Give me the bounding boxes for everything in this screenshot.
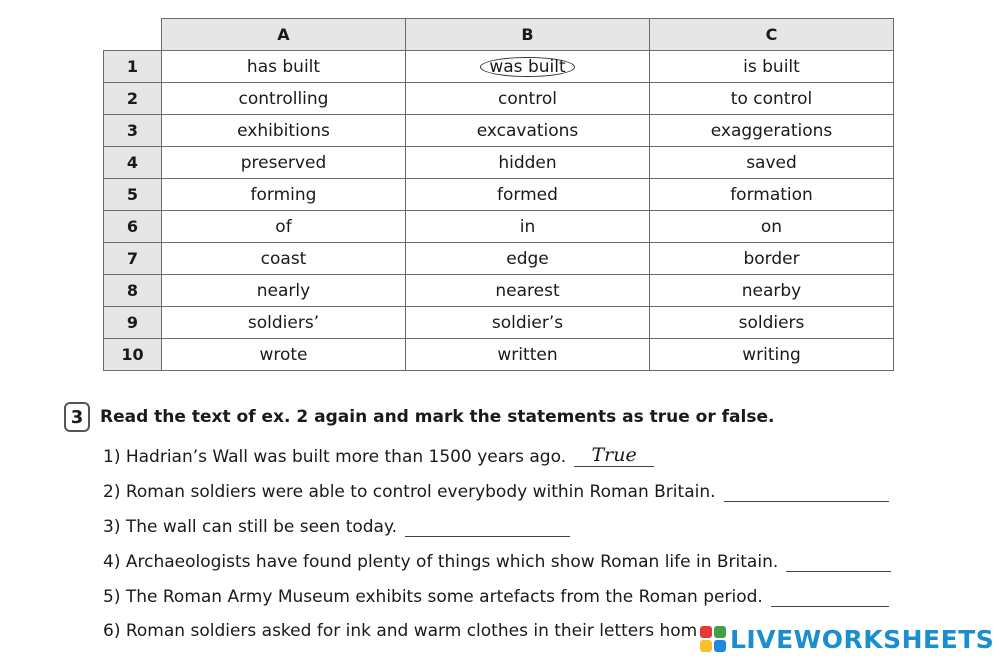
row-number: 10 bbox=[104, 339, 162, 371]
row-number: 3 bbox=[104, 115, 162, 147]
watermark-text: LIVEWORKSHEETS bbox=[730, 624, 995, 654]
column-header-c: C bbox=[650, 19, 894, 51]
table-row bbox=[104, 115, 894, 147]
statement-text: 2) Roman soldiers were able to control everybody within Roman Britain. bbox=[103, 482, 716, 502]
row-number: 2 bbox=[104, 83, 162, 115]
table-corner bbox=[104, 19, 162, 51]
table-row bbox=[104, 211, 894, 243]
row-number: 8 bbox=[104, 275, 162, 307]
table-row bbox=[104, 51, 894, 83]
option-a[interactable]: soldiers’ bbox=[162, 307, 406, 339]
column-header-b: B bbox=[406, 19, 650, 51]
table-row bbox=[104, 147, 894, 179]
liveworksheets-watermark bbox=[700, 620, 1000, 658]
table-row bbox=[104, 243, 894, 275]
option-a[interactable]: forming bbox=[162, 179, 406, 211]
option-a[interactable]: preserved bbox=[162, 147, 406, 179]
option-a[interactable]: wrote bbox=[162, 339, 406, 371]
exercise-header bbox=[64, 402, 774, 432]
option-a[interactable]: exhibitions bbox=[162, 115, 406, 147]
option-a[interactable]: has built bbox=[162, 51, 406, 83]
option-c[interactable]: on bbox=[650, 211, 894, 243]
option-b[interactable]: edge bbox=[406, 243, 650, 275]
exercise-title: Read the text of ex. 2 again and mark the statements as true or false. bbox=[100, 407, 775, 427]
statement-text: 3) The wall can still be seen today. bbox=[103, 517, 398, 537]
answer-blank[interactable] bbox=[405, 516, 570, 537]
exercise-number-badge: 3 bbox=[64, 402, 90, 432]
option-b[interactable]: written bbox=[406, 339, 650, 371]
option-c[interactable]: nearby bbox=[650, 275, 894, 307]
table-row bbox=[104, 179, 894, 211]
liveworksheets-logo-icon bbox=[700, 626, 726, 652]
statement-6 bbox=[103, 621, 697, 641]
option-c[interactable]: writing bbox=[650, 339, 894, 371]
answer-table bbox=[103, 18, 894, 371]
answer-blank[interactable]: True bbox=[574, 446, 654, 467]
option-c[interactable]: to control bbox=[650, 83, 894, 115]
option-b[interactable] bbox=[406, 51, 650, 83]
answer-blank[interactable] bbox=[771, 586, 889, 607]
statement-text: 5) The Roman Army Museum exhibits some artefacts from the Roman period. bbox=[103, 587, 763, 607]
table-row bbox=[104, 275, 894, 307]
row-number: 5 bbox=[104, 179, 162, 211]
row-number: 4 bbox=[104, 147, 162, 179]
statement-1 bbox=[103, 446, 654, 467]
logo-square-red bbox=[700, 626, 712, 638]
option-b[interactable]: formed bbox=[406, 179, 650, 211]
option-a[interactable]: nearly bbox=[162, 275, 406, 307]
table-row bbox=[104, 307, 894, 339]
statement-4 bbox=[103, 551, 891, 572]
statement-5 bbox=[103, 586, 889, 607]
logo-square-yellow bbox=[700, 640, 712, 652]
table-row bbox=[104, 83, 894, 115]
option-a[interactable]: of bbox=[162, 211, 406, 243]
statement-3 bbox=[103, 516, 570, 537]
answer-blank[interactable] bbox=[786, 551, 891, 572]
logo-square-green bbox=[714, 626, 726, 638]
option-b[interactable]: control bbox=[406, 83, 650, 115]
row-number: 6 bbox=[104, 211, 162, 243]
row-number: 7 bbox=[104, 243, 162, 275]
option-b[interactable]: excavations bbox=[406, 115, 650, 147]
statement-text: 6) Roman soldiers asked for ink and warm clothes in their letters hom bbox=[103, 621, 698, 641]
option-b[interactable]: nearest bbox=[406, 275, 650, 307]
statement-text: 4) Archaeologists have found plenty of things which show Roman life in Britain. bbox=[103, 552, 779, 572]
option-c[interactable]: formation bbox=[650, 179, 894, 211]
logo-square-blue bbox=[714, 640, 726, 652]
statement-text: 1) Hadrian’s Wall was built more than 1500 years ago. bbox=[103, 447, 567, 467]
option-a[interactable]: controlling bbox=[162, 83, 406, 115]
column-header-a: A bbox=[162, 19, 406, 51]
row-number: 9 bbox=[104, 307, 162, 339]
option-a[interactable]: coast bbox=[162, 243, 406, 275]
table-row bbox=[104, 339, 894, 371]
answer-blank[interactable] bbox=[724, 481, 889, 502]
option-c[interactable]: soldiers bbox=[650, 307, 894, 339]
option-c[interactable]: exaggerations bbox=[650, 115, 894, 147]
circled-answer: was built bbox=[480, 57, 574, 77]
option-b[interactable]: in bbox=[406, 211, 650, 243]
option-b[interactable]: hidden bbox=[406, 147, 650, 179]
option-c[interactable]: border bbox=[650, 243, 894, 275]
statement-2 bbox=[103, 481, 889, 502]
option-c[interactable]: is built bbox=[650, 51, 894, 83]
option-b[interactable]: soldier’s bbox=[406, 307, 650, 339]
row-number: 1 bbox=[104, 51, 162, 83]
option-c[interactable]: saved bbox=[650, 147, 894, 179]
